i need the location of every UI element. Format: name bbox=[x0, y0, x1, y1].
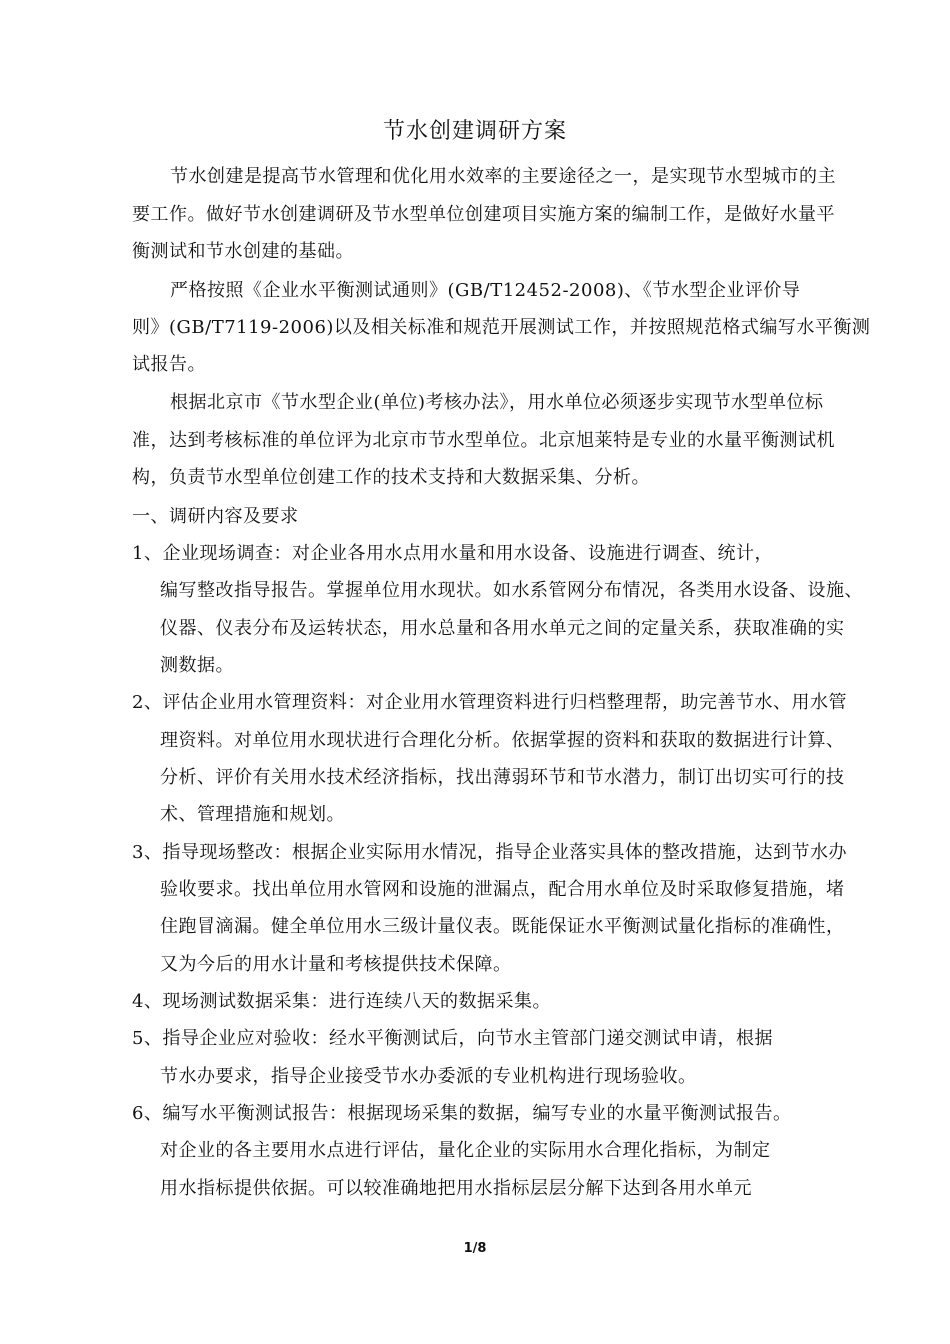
list-item-5: 5、指导企业应对验收：经水平衡测试后，向节水主管部门递交测试申请，根据 bbox=[132, 1028, 773, 1049]
list-item-1: 1、企业现场调查：对企业各用水点用水量和用水设备、设施进行调查、统计， bbox=[132, 543, 773, 564]
list-item-2: 2、评估企业用水管理资料：对企业用水管理资料进行归档整理帮，助完善节水、用水管 bbox=[132, 692, 847, 713]
list-item-line: 分析、评价有关用水技术经济指标，找出薄弱环节和节水潜力，制订出切实可行的技 bbox=[160, 767, 845, 788]
list-item-line: 住跑冒滴漏。健全单位用水三级计量仪表。既能保证水平衡测试量化指标的准确性， bbox=[160, 916, 845, 937]
list-item-line: 仪器、仪表分布及运转状态，用水总量和各用水单元之间的定量关系，获取准确的实 bbox=[160, 618, 845, 639]
list-item-line: 用水指标提供依据。可以较准确地把用水指标层层分解下达到各用水单元 bbox=[160, 1178, 752, 1199]
paragraph-line: 准，达到考核标准的单位评为北京市节水型单位。北京旭莱特是专业的水量平衡测试机 bbox=[132, 430, 835, 451]
section-heading: 一、调研内容及要求 bbox=[132, 506, 299, 527]
paragraph-line: 构，负责节水型单位创建工作的技术支持和大数据采集、分析。 bbox=[132, 467, 650, 488]
list-item-3: 3、指导现场整改：根据企业实际用水情况，指导企业落实具体的整改措施，达到节水办 bbox=[132, 842, 847, 863]
paragraph-line: 试报告。 bbox=[132, 354, 206, 375]
paragraph-line: 根据北京市《节水型企业(单位)考核办法》，用水单位必须逐步实现节水型单位标 bbox=[170, 392, 824, 413]
list-item-line: 节水办要求，指导企业接受节水办委派的专业机构进行现场验收。 bbox=[160, 1066, 697, 1087]
list-item-line: 理资料。对单位用水现状进行合理化分析。依据掌握的资料和获取的数据进行计算、 bbox=[160, 730, 845, 751]
list-item-6: 6、编写水平衡测试报告：根据现场采集的数据，编写专业的水量平衡测试报告。 bbox=[132, 1103, 792, 1124]
page-number: 1/8 bbox=[463, 1241, 487, 1256]
list-item-4: 4、现场测试数据采集：进行连续八天的数据采集。 bbox=[132, 991, 551, 1012]
list-item-line: 术、管理措施和规划。 bbox=[160, 804, 345, 825]
list-item-line: 又为今后的用水计量和考核提供技术保障。 bbox=[160, 954, 512, 975]
document-title: 节水创建调研方案 bbox=[382, 119, 567, 144]
list-item-line: 验收要求。找出单位用水管网和设施的泄漏点，配合用水单位及时采取修复措施，堵 bbox=[160, 879, 845, 900]
paragraph-line: 严格按照《企业水平衡测试通则》(GB/T12452-2008)、《节水型企业评价导 bbox=[170, 280, 801, 301]
paragraph-line: 衡测试和节水创建的基础。 bbox=[132, 241, 354, 262]
paragraph-line: 则》(GB/T7119-2006)以及相关标准和规范开展测试工作，并按照规范格式编写水平衡测 bbox=[132, 317, 871, 338]
list-item-line: 编写整改指导报告。掌握单位用水现状。如水系管网分布情况，各类用水设备、设施、 bbox=[160, 580, 863, 601]
paragraph-line: 要工作。做好节水创建调研及节水型单位创建项目实施方案的编制工作，是做好水量平 bbox=[132, 204, 835, 225]
list-item-line: 对企业的各主要用水点进行评估，量化企业的实际用水合理化指标，为制定 bbox=[160, 1140, 771, 1161]
list-item-line: 测数据。 bbox=[160, 655, 234, 676]
paragraph-line: 节水创建是提高节水管理和优化用水效率的主要途径之一，是实现节水型城市的主 bbox=[170, 166, 836, 187]
